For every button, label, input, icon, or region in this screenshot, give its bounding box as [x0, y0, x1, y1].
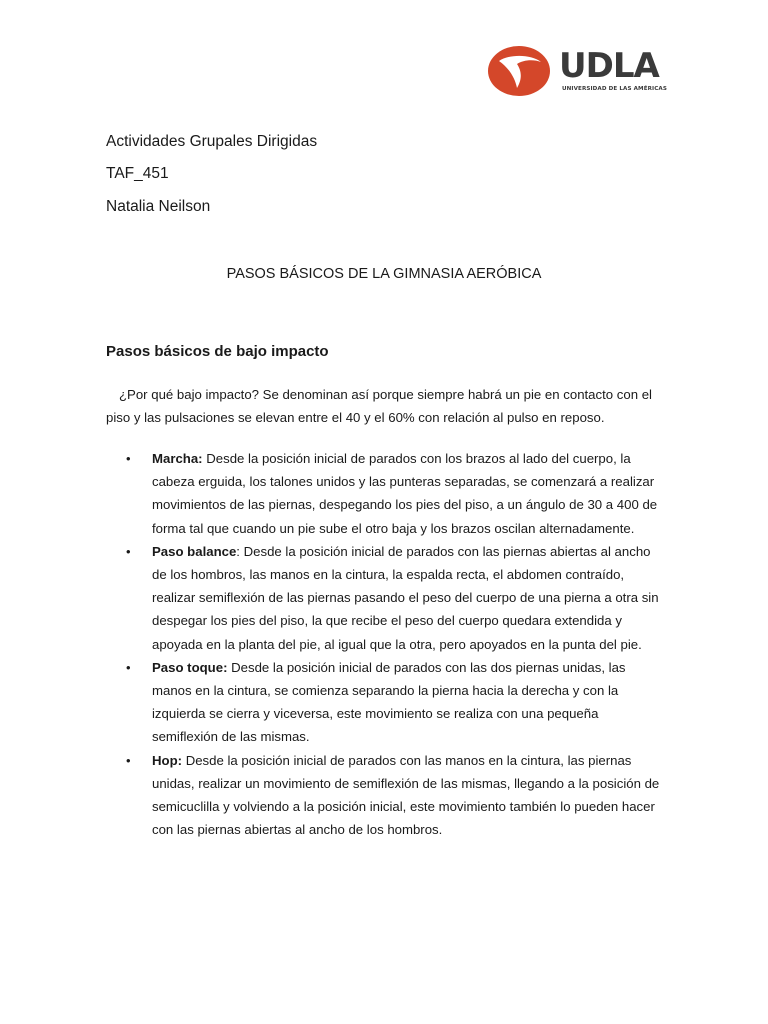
logo-wordmark: UDLA: [559, 46, 659, 86]
author-name: Natalia Neilson: [106, 198, 211, 215]
logo-subtitle: UNIVERSIDAD DE LAS AMÉRICAS: [562, 86, 667, 92]
list-item: [106, 540, 666, 656]
section-heading: Pasos básicos de bajo impacto: [106, 343, 329, 360]
bullet-icon: •: [126, 543, 131, 559]
step-term: Paso balance: [152, 543, 237, 559]
document-title: PASOS BÁSICOS DE LA GIMNASIA AERÓBICA: [226, 266, 542, 282]
intro-paragraph: ¿Por qué bajo impacto? Se denominan así porque siempre habrá un pie en contacto con el piso y las pulsaciones se elevan entre el 40 y el 60% con relación al pulso en reposo.: [106, 387, 652, 426]
step-description: Desde la posición inicial de parados con los brazos al lado del cuerpo, la cabeza erguida, los talones unidos y las punteras separadas, se comenzará a realizar movimientos de las piernas, despegando los pies del piso, a un ángulo de 30 a 400 de forma tal que cuando un pie sube el otro baja y los brazos oscilan alternadamente.: [152, 451, 658, 536]
step-description: : Desde la posición inicial de parados con las piernas abiertas al ancho de los hombros, las manos en la cintura, la espalda recta, el abdomen contraído, realizar semiflexión de las piernas pasando el peso del cuerpo de una pierna a otra sin despegar los pies del piso, la que recibe el peso del cuerpo quedara extendida y apoyada en la planta del pie, al igual que la otra, pero apoyados en la punta del pie.: [152, 543, 659, 652]
bullet-icon: •: [126, 752, 131, 768]
step-term: Hop:: [152, 752, 183, 768]
step-description: Desde la posición inicial de parados con las dos piernas unidas, las manos en la cintura, se comienza separando la pierna hacia la derecha y con la izquierda se cierra y viceversa, este movimiento se realiza con una pequeña semiflexión de las mismas.: [152, 659, 626, 745]
list-item: [106, 656, 666, 749]
bullet-icon: •: [126, 451, 131, 466]
bullet-icon: •: [126, 659, 131, 675]
step-term: Paso toque:: [152, 659, 228, 675]
course-name: Actividades Grupales Dirigidas: [106, 133, 318, 150]
list-item: [106, 749, 666, 842]
udla-logo-mark-icon: [487, 44, 553, 98]
step-description: Desde la posición inicial de parados con las manos en la cintura, las piernas unidas, realizar un movimiento de semiflexión de las mismas, llegando a la posición de semicuclilla y volviendo a la posición inicial, este movimiento también lo pueden hacer con las piernas abiertas al ancho de los hombros.: [152, 752, 660, 838]
list-item: [106, 447, 666, 540]
udla-logo: [487, 44, 667, 98]
course-code: TAF_451: [106, 165, 169, 182]
step-term: Marcha:: [152, 451, 203, 466]
steps-list: [106, 447, 666, 841]
